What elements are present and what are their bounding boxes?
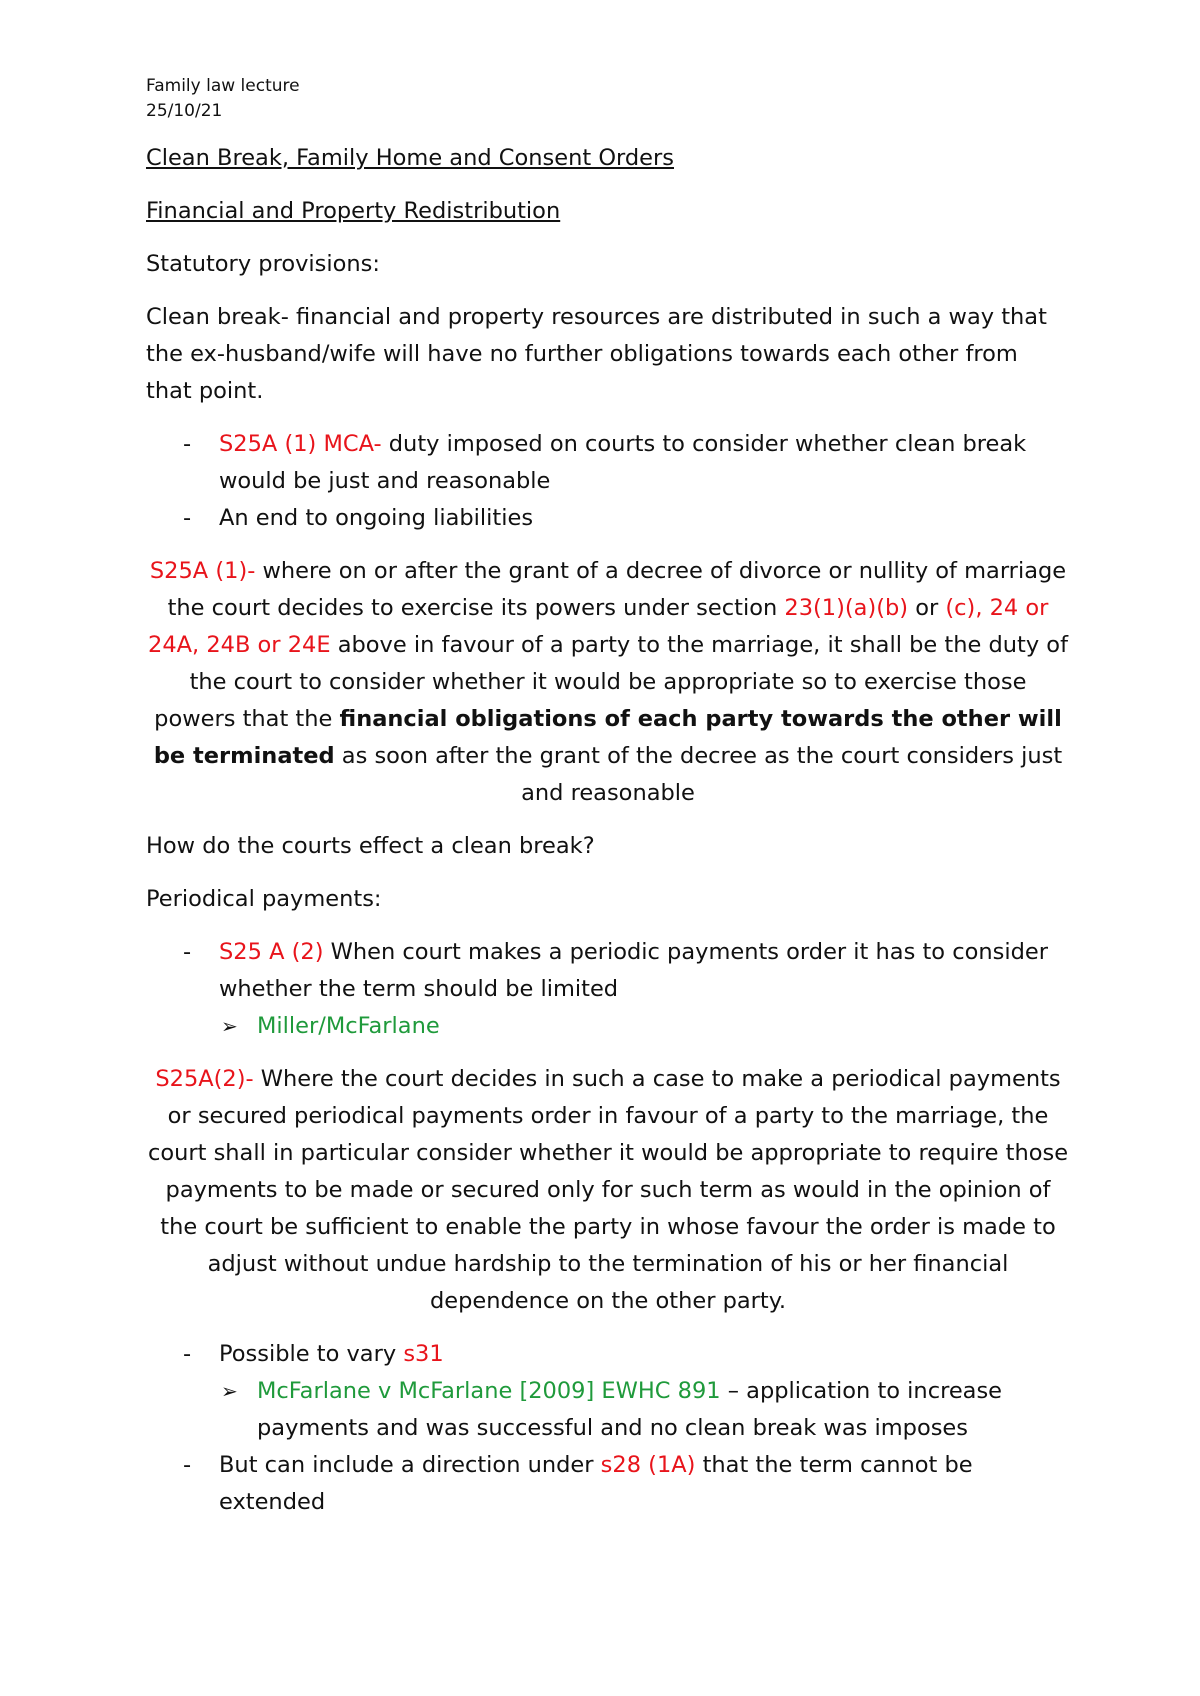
list-item xyxy=(146,500,1070,537)
document-title: Clean Break, Family Home and Consent Orders xyxy=(146,145,674,171)
dash-bullet: - xyxy=(183,939,192,965)
list-item-text: But can include a direction under xyxy=(219,1452,601,1478)
case-reference: Miller/McFarlane xyxy=(257,1013,440,1039)
list-item-text: When court makes a periodic payments order it has to consider whether the term should be limited xyxy=(219,939,1048,1002)
case-reference: McFarlane v McFarlane [2009] EWHC 891 xyxy=(257,1378,721,1404)
arrow-bullet-icon: ➢ xyxy=(221,1014,238,1038)
dash-bullet: - xyxy=(183,431,192,457)
arrow-bullet-icon: ➢ xyxy=(221,1379,238,1403)
quote-text: Where the court decides in such a case to make a periodical payments or secured periodical payments order in favour of a party to the marriage, the court shall in particular consider whether it would be appropriate to require those payments to be made or secured only for such term as would in the opinion of the court be sufficient to enable the party in whose favour the order is made to adjust without undue hardship to the termination of his or her financial dependence on the other party. xyxy=(147,1066,1069,1314)
statutory-label: Statutory provisions: xyxy=(146,251,380,277)
quote-text: as soon after the grant of the decree as the court considers just and reasonable xyxy=(334,743,1063,806)
quote-text: above in favour of a party to the marriage, it shall be the duty of the court to consider whether it would be appropriate so to exercise those powers that the xyxy=(154,632,1068,732)
statute-reference: 23(1)(a)(b) xyxy=(784,595,909,621)
lecture-title: Family law lecture xyxy=(146,76,300,96)
section-heading: Financial and Property Redistribution xyxy=(146,198,561,224)
periodical-list xyxy=(146,934,1070,1045)
list-item-text: Possible to vary xyxy=(219,1341,404,1367)
case-sublist xyxy=(219,1373,1070,1447)
variation-list xyxy=(146,1336,1070,1521)
dash-bullet: - xyxy=(183,1341,192,1367)
question-line: How do the courts effect a clean break? xyxy=(146,833,595,859)
quote-text: where on or after the grant of a decree of divorce or nullity of marriage the court decides to exercise its powers under section xyxy=(167,558,1067,621)
list-item xyxy=(146,1336,1070,1447)
quote-bold-text: financial obligations of each party towards the other will be terminated xyxy=(153,706,1062,769)
periodical-label: Periodical payments: xyxy=(146,886,382,912)
lecture-date: 25/10/21 xyxy=(146,101,223,121)
case-sublist xyxy=(219,1008,1070,1045)
list-item xyxy=(146,426,1070,500)
statute-reference: (c), 24 or 24A, 24B or 24E xyxy=(148,595,1049,658)
list-item xyxy=(146,1447,1070,1521)
dash-bullet: - xyxy=(183,505,192,531)
statute-reference: S25A (1) MCA- xyxy=(219,431,382,457)
sublist-item xyxy=(219,1008,1070,1045)
dash-bullet: - xyxy=(183,1452,192,1478)
list-item-text: that the term cannot be extended xyxy=(219,1452,973,1515)
statute-quote-s25a2 xyxy=(146,1061,1070,1320)
lecture-header xyxy=(146,74,1070,124)
list-item-text: duty imposed on courts to consider whether clean break would be just and reasonable xyxy=(219,431,1027,494)
statute-reference: S25 A (2) xyxy=(219,939,324,965)
statute-reference: S25A(2)- xyxy=(155,1066,254,1092)
list-item-text: An end to ongoing liabilities xyxy=(219,505,534,531)
list-item xyxy=(146,934,1070,1045)
sublist-text: – application to increase payments and was successful and no clean break was imposes xyxy=(257,1378,1003,1441)
sublist-item xyxy=(219,1373,1070,1447)
quote-text: or xyxy=(908,595,946,621)
statute-reference: s31 xyxy=(403,1341,444,1367)
statute-list xyxy=(146,426,1070,537)
statute-reference: S25A (1)- xyxy=(149,558,256,584)
statute-quote-s25a1 xyxy=(146,553,1070,812)
statute-reference: s28 (1A) xyxy=(600,1452,696,1478)
clean-break-definition: Clean break- financial and property resources are distributed in such a way that the ex-husband/wife will have no further obligations towards each other from that point. xyxy=(146,304,1047,404)
